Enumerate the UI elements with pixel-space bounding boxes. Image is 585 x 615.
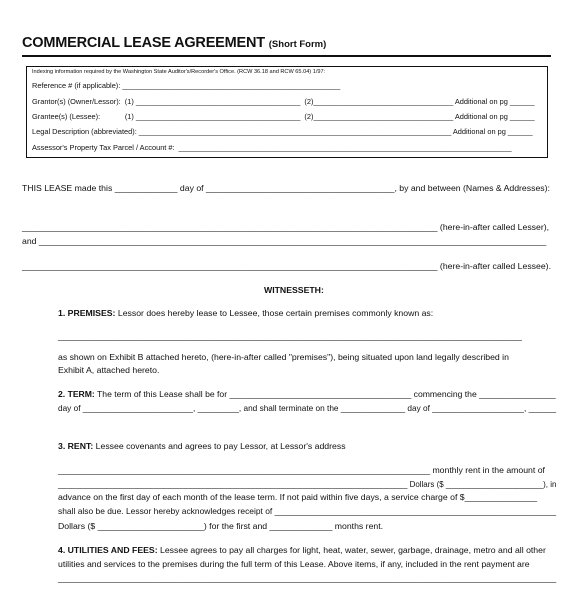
premises-label: 1. PREMISES: [58,308,116,318]
term-text: The term of this Lease shall be for ______________________________________ commencing the ________________ [94,389,556,399]
rent-clause [58,442,346,451]
term-label: 2. TERM: [58,389,95,399]
witnesseth-heading: WITNESSETH: [264,285,324,295]
rent-line-2[interactable]: _______________________________________________________________________________ Dollars ($ ______________________), in [58,479,557,489]
grantee-field[interactable]: Grantee(s) (Lessee): (1) ________________________________________ (2)__________________________________ Additional on pg ______ [32,112,535,121]
intro-line-4[interactable]: ______________________________________________________________________________________ (here-in-after called Lessee). [22,261,551,271]
intro-line-2[interactable]: ______________________________________________________________________________________ (here-in-after called Lesser), [22,222,550,232]
premises-clause [58,309,433,318]
rent-line-5[interactable]: Dollars ($ ______________________) for the first and _____________ months rent. [58,521,384,531]
legal-description-field[interactable]: Legal Description (abbreviated): ____________________________________________________________________________ Additional on pg ______ [32,127,533,136]
title-main: COMMERCIAL LEASE AGREEMENT [22,35,265,51]
utilities-text: Lessee agrees to pay all charges for light, heat, water, sewer, garbage, drainage, metro and all other [157,545,546,555]
rent-label: 3. RENT: [58,441,94,451]
rent-text: Lessee covenants and agrees to pay Lessor, at Lessor's address [93,441,346,451]
rent-line-4[interactable]: shall also be due. Lessor hereby acknowledges receipt of ____________________________________________________________ [58,506,557,516]
premises-address-line[interactable]: ________________________________________________________________________________________________ [58,331,522,341]
utilities-clause [58,546,546,555]
reference-field[interactable]: Reference # (if applicable): _____________________________________________________ [32,81,341,90]
utilities-label: 4. UTILITIES AND FEES: [58,545,158,555]
parcel-account-field[interactable]: Assessor's Property Tax Parcel / Account #: _________________________________________________________________________________ [32,143,512,152]
premises-text: Lessor does hereby lease to Lessee, those certain premises commonly known as: [115,308,434,318]
title-rule [22,55,551,57]
title-subtitle: (Short Form) [268,39,327,50]
rent-line-3[interactable]: advance on the first day of each month of the lease term. If not paid within five days, a service charge of $_______________ [58,492,538,502]
term-clause[interactable] [58,390,556,399]
term-line-2[interactable]: day of ________________________, _________, and shall terminate on the ______________ day of ____________________, ______ [58,403,557,413]
index-header: Indexing information required by the Washington State Auditor's/Recorder's Office. (RCW 36.18 and RCW 65.04) 1/97: [32,69,326,75]
utilities-line-3[interactable]: __________________________________________________________________________________________________________ [58,573,557,583]
grantor-field[interactable]: Grantor(s) (Owner/Lessor): (1) ________________________________________ (2)__________________________________ Additional on pg ______ [32,97,535,106]
utilities-line-2: utilities and services to the premises during the full term of this Lease. Above items, if any, included in the rent payment are [58,559,530,569]
document-title [22,36,326,51]
premises-cont-1: as shown on Exhibit B attached hereto, (here-in-after called "premises"), being situated upon land legally described in [58,352,509,362]
rent-line-1[interactable]: _____________________________________________________________________________ monthly rent in the amount of [58,465,545,475]
intro-line-1[interactable]: THIS LEASE made this _____________ day of _______________________________________, by and between (Names & Addresses): [22,183,550,193]
intro-line-3[interactable]: and _________________________________________________________________________________________________________ [22,236,547,246]
premises-cont-2: Exhibit A, attached hereto. [58,365,160,375]
